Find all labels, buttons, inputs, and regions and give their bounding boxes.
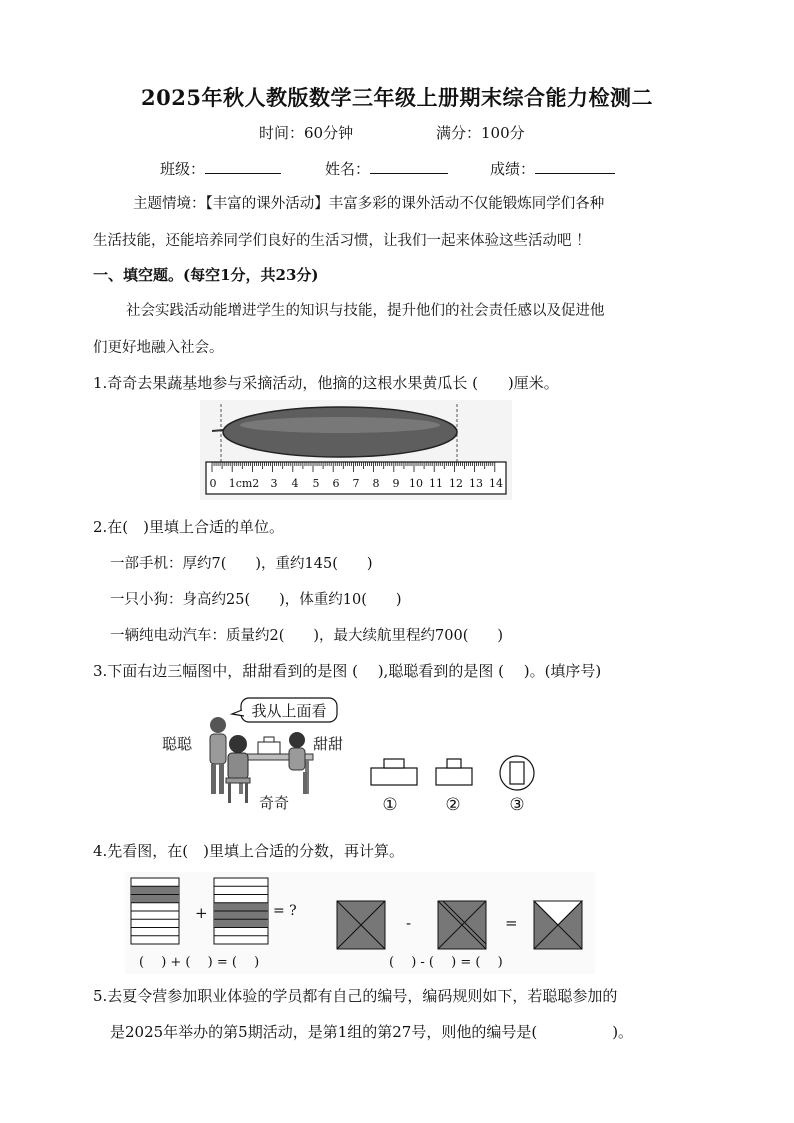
- grade-blank[interactable]: [535, 157, 615, 174]
- section-1-lead-2: 们更好地融入社会。: [93, 340, 224, 356]
- question-1-text: 1.奇奇去果蔬基地参与采摘活动，他摘的这根水果黄瓜长 ( )厘米。: [93, 374, 559, 392]
- intro-line-1: 主题情境：【丰富的课外活动】丰富多彩的课外活动不仅能锻炼同学们各种: [133, 196, 605, 212]
- name-tiantian: 甜甜: [313, 735, 344, 753]
- equals-sign: =: [505, 914, 518, 932]
- fraction-square-3: [534, 901, 582, 949]
- ruler-label-9: 9: [392, 477, 400, 490]
- speech-bubble-text: 我从上面看: [251, 702, 327, 720]
- view-option-3-label: ③: [509, 795, 525, 815]
- question-4-text: 4.先看图，在( )里填上合适的分数，再计算。: [93, 842, 405, 860]
- class-field: [160, 157, 281, 179]
- ruler-label-1: 1cm2: [228, 477, 260, 490]
- minus-sign: -: [406, 914, 412, 932]
- equals-question: = ?: [273, 903, 297, 919]
- view-option-2: [436, 759, 472, 815]
- ruler-label-4: 4: [291, 477, 299, 490]
- question-5-line-1: 5.去夏令营参加职业体验的学员都有自己的编号，编码规则如下，若聪聪参加的: [93, 987, 618, 1005]
- ruler-label-7: 7: [352, 477, 360, 490]
- fraction-figure: [125, 872, 595, 974]
- fraction-bar-1: [131, 878, 179, 944]
- view-observation-figure: [160, 692, 540, 818]
- intro-line-2: 生活技能，还能培养同学们良好的生活习惯，让我们一起来体验这些活动吧 ！: [93, 233, 591, 249]
- ruler-label-5: 5: [312, 477, 320, 490]
- fraction-square-2: [438, 901, 486, 949]
- name-qiqi: 奇奇: [259, 794, 290, 812]
- view-option-1: [371, 759, 417, 815]
- ruler-labels: [210, 477, 504, 490]
- page-title: 2025年秋人教版数学三年级上册期末综合能力检测二: [141, 85, 653, 110]
- section-1-heading: 一、填空题。(每空1分，共23分): [93, 266, 319, 284]
- section-1-lead-1: 社会实践活动能增进学生的知识与技能，提升他们的社会责任感以及促进他: [126, 303, 605, 319]
- children-at-table-icon: [210, 717, 313, 803]
- name-label: 姓名：: [325, 160, 371, 178]
- ruler-label-10: 10: [409, 477, 423, 490]
- name-field: [325, 157, 448, 179]
- view-option-1-label: ①: [382, 795, 398, 815]
- exam-time: 时间：60分钟: [259, 124, 354, 142]
- class-blank[interactable]: [205, 157, 281, 174]
- grade-label: 成绩：: [490, 160, 536, 178]
- ruler-label-6: 6: [332, 477, 340, 490]
- question-2-line-3: 一辆纯电动汽车：质量约2( )，最大续航里程约700( ): [110, 628, 504, 644]
- ruler-label-14: 14: [489, 477, 503, 490]
- view-option-2-label: ②: [445, 795, 461, 815]
- speech-bubble: [232, 698, 337, 722]
- question-2-text: 2.在( )里填上合适的单位。: [93, 518, 285, 536]
- ruler-label-11: 11: [429, 477, 443, 490]
- name-blank[interactable]: [370, 157, 448, 174]
- view-option-3: [500, 756, 534, 815]
- exam-full-score: 满分：100分: [436, 124, 525, 142]
- question-5-line-2: 是2025年举办的第5期活动，是第1组的第27号，则他的编号是( )。: [110, 1023, 634, 1041]
- grade-field: [490, 157, 615, 179]
- formula-addition: ( ) + ( ) = ( ): [139, 955, 260, 970]
- fraction-bar-2: [214, 878, 268, 944]
- class-label: 班级：: [160, 160, 206, 178]
- formula-subtraction: ( ) - ( ) = ( ): [389, 955, 503, 970]
- fraction-square-1: [337, 901, 385, 949]
- ruler-label-12: 12: [449, 477, 463, 490]
- name-congcong: 聪聪: [162, 735, 193, 753]
- question-3-text: 3.下面右边三幅图中，甜甜看到的是图 ( ),聪聪看到的是图 ( )。(填序号): [93, 662, 602, 680]
- ruler-label-3: 3: [270, 477, 278, 490]
- plus-sign: +: [195, 904, 208, 922]
- question-2-line-1: 一部手机：厚约7( )，重约145( ): [110, 556, 373, 572]
- ruler-label-8: 8: [372, 477, 380, 490]
- question-2-line-2: 一只小狗：身高约25( )，体重约10( ): [110, 592, 402, 608]
- cucumber-ruler-figure: [200, 400, 512, 500]
- ruler-label-0: 0: [209, 477, 217, 490]
- ruler-label-13: 13: [469, 477, 483, 490]
